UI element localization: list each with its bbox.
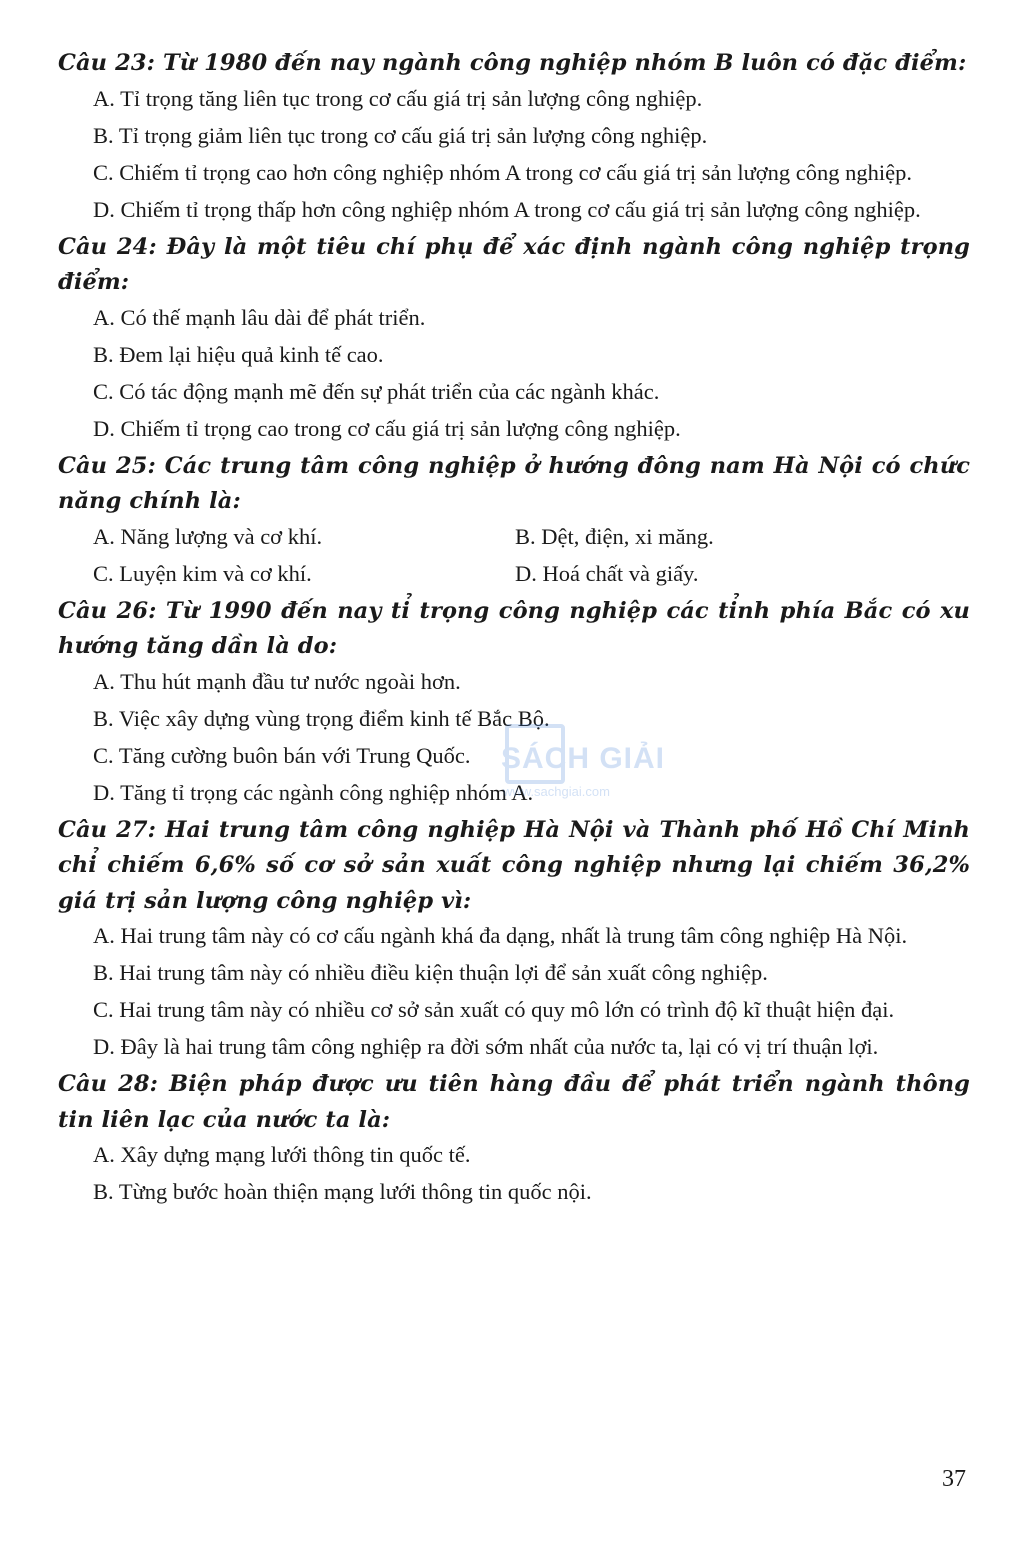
document-page — [58, 46, 970, 1212]
option-a: A. Xây dựng mạng lưới thông tin quốc tế. — [93, 1142, 471, 1167]
option-c: C. Chiếm tỉ trọng cao hơn công nghiệp nhóm A trong cơ cấu giá trị sản lượng công nghiệp. — [93, 159, 913, 185]
option-d: D. Tăng tỉ trọng các ngành công nghiệp nhóm A. — [93, 779, 534, 805]
option-b: B. Việc xây dựng vùng trọng điểm kinh tế Bắc Bộ. — [93, 705, 550, 731]
question-27 — [58, 813, 970, 1065]
question-text: Các trung tâm công nghiệp ở hướng đông nam Hà Nội có chức năng chính là: — [58, 452, 970, 514]
watermark-text: SÁCH GIẢI — [501, 742, 666, 775]
question-label: Câu 24: — [58, 233, 157, 260]
question-title — [58, 46, 970, 82]
page-number: 37 — [942, 1466, 966, 1492]
question-text: Hai trung tâm công nghiệp Hà Nội và Thành phố Hồ Chí Minh chỉ chiếm 6,6% số cơ sở sản xuất công nghiệp nhưng lại chiếm 36,2% giá trị sản lượng công nghiệp vì: — [58, 816, 970, 914]
option-c: C. Có tác động mạnh mẽ đến sự phát triển của các ngành khác. — [93, 378, 660, 404]
watermark-url: www.sachgiai.com — [503, 784, 610, 799]
question-text: Từ 1990 đến nay tỉ trọng công nghiệp các tỉnh phía Bắc có xu hướng tăng dần là do: — [58, 597, 970, 659]
option-b: B. Tỉ trọng giảm liên tục trong cơ cấu giá trị sản lượng công nghiệp. — [93, 122, 708, 148]
option-a: A. Thu hút mạnh đầu tư nước ngoài hơn. — [93, 668, 461, 694]
option-d: D. Đây là hai trung tâm công nghiệp ra đời sớm nhất của nước ta, lại có vị trí thuận lợi. — [93, 1034, 879, 1059]
question-label: Câu 25: — [58, 452, 156, 479]
question-title — [58, 813, 970, 920]
option-b: B. Dệt, điện, xi măng. — [515, 523, 714, 549]
question-title — [58, 230, 970, 301]
option-b: B. Hai trung tâm này có nhiều điều kiện thuận lợi để sản xuất công nghiệp. — [93, 960, 768, 985]
option-d: D. Chiếm tỉ trọng cao trong cơ cấu giá trị sản lượng công nghiệp. — [93, 415, 681, 441]
question-text: Đây là một tiêu chí phụ để xác định ngành công nghiệp trọng điểm: — [58, 233, 970, 295]
question-25 — [58, 449, 970, 594]
question-24 — [58, 230, 970, 446]
options-grid — [93, 520, 970, 594]
question-label: Câu 26: — [58, 597, 157, 624]
question-label: Câu 27: — [58, 816, 157, 843]
question-28 — [58, 1067, 970, 1209]
option-c: C. Tăng cường buôn bán với Trung Quốc. — [93, 742, 471, 768]
option-d: D. Hoá chất và giấy. — [515, 560, 699, 586]
question-label: Câu 23: — [58, 50, 155, 76]
option-b: B. Từng bước hoàn thiện mạng lưới thông tin quốc nội. — [93, 1179, 592, 1204]
question-text: Từ 1980 đến nay ngành công nghiệp nhóm B luôn có đặc điểm: — [162, 50, 967, 76]
question-text: Biện pháp được ưu tiên hàng đầu để phát triển ngành thông tin liên lạc của nước ta là: — [58, 1071, 971, 1133]
option-a: A. Năng lượng và cơ khí. — [93, 523, 323, 549]
question-26 — [58, 594, 970, 810]
question-23 — [58, 46, 970, 227]
question-title — [58, 449, 970, 520]
question-title — [58, 1067, 970, 1138]
option-a: A. Tỉ trọng tăng liên tục trong cơ cấu giá trị sản lượng công nghiệp. — [93, 85, 703, 111]
question-label: Câu 28: — [58, 1071, 159, 1097]
option-a: A. Hai trung tâm này có cơ cấu ngành khá đa dạng, nhất là trung tâm công nghiệp Hà Nội. — [93, 923, 908, 948]
option-a: A. Có thế mạnh lâu dài để phát triển. — [93, 304, 426, 330]
question-title — [58, 594, 970, 665]
option-c: C. Luyện kim và cơ khí. — [93, 560, 312, 586]
option-d: D. Chiếm tỉ trọng thấp hơn công nghiệp nhóm A trong cơ cấu giá trị sản lượng công nghiệp. — [93, 196, 921, 222]
option-c: C. Hai trung tâm này có nhiều cơ sở sản xuất có quy mô lớn có trình độ kĩ thuật hiện đại. — [93, 997, 895, 1022]
option-b: B. Đem lại hiệu quả kinh tế cao. — [93, 341, 384, 367]
